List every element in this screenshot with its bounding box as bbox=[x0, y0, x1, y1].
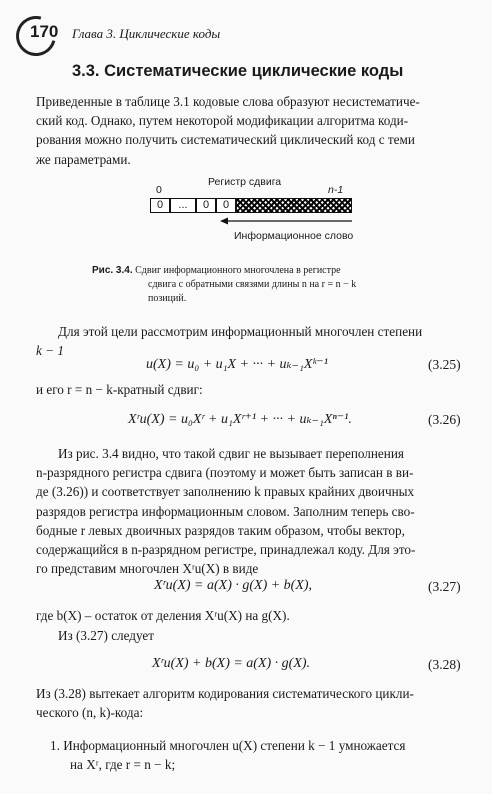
info-word-label: Информационное слово bbox=[234, 230, 354, 242]
page-number: 170 bbox=[30, 22, 59, 41]
paragraph-4: где b(X) – остаток от деления Xʳu(X) на g(X). bbox=[36, 608, 290, 623]
paragraph-3 bbox=[36, 444, 456, 578]
intro-paragraph bbox=[36, 92, 456, 169]
equation-3-25: u(X) = u₀ + u₁X + ··· + uₖ₋₁Xᵏ⁻¹ bbox=[146, 357, 328, 372]
section-title: 3.3. Систематические циклические коды bbox=[72, 62, 404, 80]
intro-line-3: рования можно получить систематический циклический код с теми bbox=[36, 132, 415, 148]
p3-line-3: де (3.26)) и соответствует заполнению k правых крайних двоичных bbox=[36, 484, 415, 500]
p3-line-4: разрядов регистра информационным словом. Заполним теперь сво- bbox=[36, 503, 415, 519]
equation-3-28: Xʳu(X) + b(X) = a(X) · g(X). bbox=[152, 656, 311, 671]
p1-line-1: Для этой цели рассмотрим информационный многочлен степени bbox=[58, 324, 423, 339]
register-cell: ... bbox=[170, 198, 196, 213]
register-cells bbox=[150, 198, 352, 213]
p3-line-7: го представим многочлен Xʳu(X) в виде bbox=[36, 561, 259, 577]
paragraph-5: Из (3.27) следует bbox=[58, 628, 155, 643]
p1-line-2: k − 1 bbox=[36, 343, 64, 359]
register-label: Регистр сдвига bbox=[208, 176, 282, 188]
paragraph-2: и его r = n − k-кратный сдвиг: bbox=[36, 382, 203, 397]
caption-prefix: Рис. 3.4. bbox=[92, 265, 133, 276]
info-word-arrow bbox=[220, 216, 354, 226]
item-1-line-2: на Xʳ, где r = n − k; bbox=[70, 757, 176, 773]
intro-line-4: же параметрами. bbox=[36, 151, 131, 167]
information-word-block bbox=[236, 198, 352, 213]
p6-line-1: Из (3.28) вытекает алгоритм кодирования систематического цикли- bbox=[36, 686, 414, 701]
equation-3-27-number: (3.27) bbox=[428, 579, 461, 594]
caption-line-1: Сдвиг информационного многочлена в регистре bbox=[135, 265, 341, 276]
item-1-line-1: 1. Информационный многочлен u(X) степени k − 1 умножается bbox=[50, 738, 406, 753]
running-head: Глава 3. Циклические коды bbox=[72, 26, 221, 41]
left-index: 0 bbox=[156, 184, 162, 196]
intro-line-1: Приведенные в таблице 3.1 кодовые слова образуют несистематиче- bbox=[36, 94, 420, 109]
equation-3-28-number: (3.28) bbox=[428, 657, 461, 672]
caption-line-2: сдвига с обратными связями длины n на r = n − k bbox=[148, 279, 357, 290]
p3-line-5: бодные r левых двоичных разрядов таким образом, чтобы вектор, bbox=[36, 522, 405, 538]
p3-line-1: Из рис. 3.4 видно, что такой сдвиг не вызывает переполнения bbox=[58, 446, 404, 461]
p3-line-2: n-разрядного регистра сдвига (поэтому и может быть записан в ви- bbox=[36, 465, 414, 481]
equation-3-26: Xʳu(X) = u₀Xʳ + u₁Xʳ⁺¹ + ··· + uₖ₋₁Xⁿ⁻¹. bbox=[128, 412, 352, 427]
register-cell: 0 bbox=[150, 198, 170, 213]
list-item bbox=[50, 736, 460, 774]
caption-line-3: позиций. bbox=[148, 293, 187, 304]
figure-caption bbox=[92, 264, 412, 306]
register-cell: 0 bbox=[216, 198, 236, 213]
register-cell: 0 bbox=[196, 198, 216, 213]
intro-line-2: ский код. Однако, путем некоторой модификации алгоритма коди- bbox=[36, 113, 409, 129]
equation-3-25-number: (3.25) bbox=[428, 357, 461, 372]
right-index: n-1 bbox=[328, 184, 344, 196]
paragraph-1 bbox=[36, 322, 456, 360]
equation-3-27: Xʳu(X) = a(X) · g(X) + b(X), bbox=[154, 578, 313, 593]
paragraph-6 bbox=[36, 684, 456, 722]
shift-register-figure bbox=[150, 176, 360, 246]
p3-line-6: содержащийся в n-разрядном регистре, принадлежал коду. Для это- bbox=[36, 542, 416, 558]
equation-3-26-number: (3.26) bbox=[428, 412, 461, 427]
p6-line-2: ческого (n, k)-кода: bbox=[36, 705, 144, 721]
